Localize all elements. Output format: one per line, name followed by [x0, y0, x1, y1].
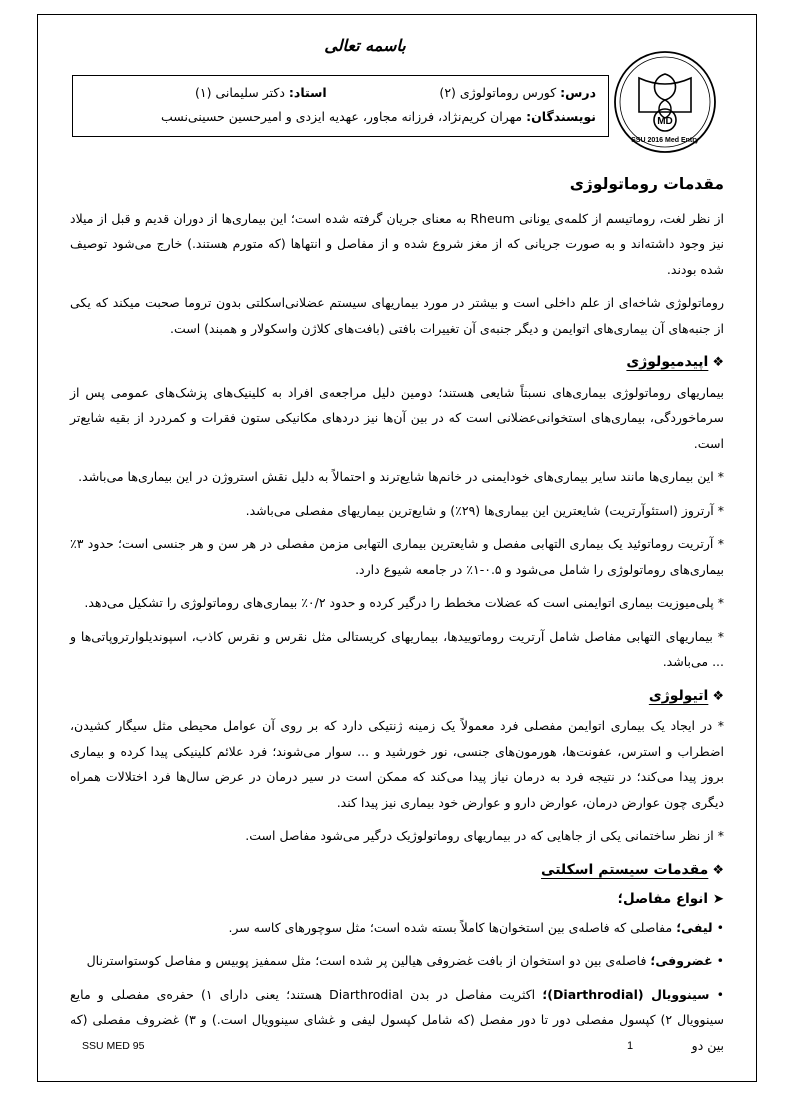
joint-type-text: فاصله‌ی بین دو استخوان از بافت غضروفی هیالین پر شده است؛ مثل سمفیز پوبیس و مفاصل کوستواسترنال — [86, 953, 651, 968]
course-info-box — [72, 75, 609, 137]
epidemiology-bullet: * آرتروز (استئوآرتریت) شایعترین این بیماری‌ها (۲۹٪) و شایع‌ترین بیماریهای مفصلی می‌باشد. — [245, 502, 724, 518]
course-field — [439, 81, 596, 105]
teacher-value: دکتر سلیمانی (۱) — [195, 85, 289, 100]
skeletal-title: مقدمات سیستم اسکلتی — [541, 861, 709, 878]
university-logo — [611, 48, 719, 180]
document-body — [70, 172, 724, 1066]
epidemiology-bullet: * آرتریت روماتوئید یک بیماری التهابی مفصل و شایعترین بیماری التهابی مزمن مفصلی در هر سن و هر جنسی است؛ حدود ۳٪ بیماری‌های روماتولوژی را شامل می‌شود و ۰.۵-۱٪ در جامعه شیوع دارد. — [70, 536, 724, 577]
joint-type-text: اکثریت مفاصل در بدن Diarthrodial هستند؛ یعنی دارای ۱) حفره‌ی مفصلی و مایع سینوویال ۲) کپسول مفصلی دور تا دور مفصل (که شامل کپسول لیفی و غشای سینوویال است.) و ۳) غضروف مفصلی (که بین دو — [70, 986, 725, 1053]
joint-types-title: انواع مفاصل؛ — [617, 891, 708, 907]
joint-type-item: • سینوویال (Diarthrodial)؛ اکثریت مفاصل در بدن Diarthrodial هستند؛ یعنی دارای ۱) حفره‌ی مفصلی و مایع سینوویال ۲) کپسول مفصلی دور تا دور مفصل (که شامل کپسول لیفی و غشای سینوویال است.) و ۳) غضروف مفصلی (که بین دو — [70, 986, 725, 1053]
course-row — [85, 81, 596, 105]
footer-label: SSU MED 95 — [82, 1040, 145, 1052]
course-value: کورس روماتولوژی (۲) — [439, 85, 561, 100]
authors-value: مهران کریم‌نژاد، فرزانه مجاور، عهدیه ایزدی و امیرحسین حسینی‌نسب — [161, 109, 527, 124]
course-label: درس: — [560, 85, 596, 100]
joint-type-text: مفاصلی که فاصله‌ی بین استخوان‌ها کاملاً بسته شده است؛ مثل سوچورهای کاسه سر. — [228, 919, 677, 935]
etiology-paragraph-1: * در ایجاد یک بیماری اتوایمن مفصلی فرد معمولاً یک زمینه ژنتیکی دارد که بر روی آن عوامل محیطی مثل سیگار کشیدن، اضطراب و استرس، عفونت‌ها، هورمون‌های جنسی، نور خورشید و ... سوار می‌شوند؛ فرد علائم کلینیکی پیدا کرده و بیماری بروز پیدا می‌کند؛ در نتیجه فرد به درمان نیاز پیدا می‌کند که ممکن است در سیر درمان در عرض سال‌ها فرد اختلالات همراه دیگری چون عوارض درمان، عوارض دارو و عوارض خود بیماری نیز پیدا کند. — [70, 718, 724, 810]
arrow-bullet-icon: ➤ — [712, 891, 724, 907]
skeletal-heading — [70, 857, 724, 884]
joint-type-term: سینوویال (Diarthrodial)؛ — [542, 986, 710, 1002]
diamond-bullet-icon: ❖ — [712, 688, 724, 704]
basmala: باسمه تعالی — [324, 36, 406, 55]
intro-title: مقدمات روماتولوژی — [569, 175, 724, 193]
authors-field — [161, 105, 596, 129]
epidemiology-bullet: * پلی‌میوزیت بیماری اتوایمنی است که عضلات مخطط را درگیر کرده و حدود ۰/۲٪ بیماری‌های روماتولوژی را تشکیل می‌دهد. — [84, 595, 724, 610]
svg-text:MD: MD — [657, 116, 673, 127]
svg-text:SSU 2016 Med Entry: SSU 2016 Med Entry — [631, 137, 699, 144]
authors-row — [85, 105, 596, 129]
epidemiology-bullet: * این بیماری‌ها مانند سایر بیماری‌های خودایمنی در خانم‌ها شایع‌ترند و احتمالاً به دلیل نقش استروژن در این بیماری‌ها می‌باشد. — [78, 469, 724, 484]
epidemiology-paragraph: بیماریهای روماتولوژی بیماری‌های نسبتاً شایعی هستند؛ دومین دلیل مراجعه‌ی افراد به کلینیک‌های پزشک‌های عمومی پس از سرماخوردگی، بیماری‌های استخوانی‌عضلانی است که در بین آن‌ها نیز دردهای مکانیکی ستون فقرات و کمردرد از بقیه شایع‌تر است. — [70, 384, 724, 451]
diamond-bullet-icon: ❖ — [712, 355, 724, 370]
joint-type-item: • لیفی؛ مفاصلی که فاصله‌ی بین استخوان‌ها کاملاً بسته شده است؛ مثل سوچورهای کاسه سر. — [228, 919, 724, 935]
joint-type-term: غضروفی؛ — [650, 953, 713, 968]
teacher-field — [195, 81, 327, 105]
teacher-label: استاد: — [288, 85, 327, 100]
joint-type-term: لیفی؛ — [676, 919, 713, 935]
epidemiology-title: اپیدمیولوژی — [626, 354, 709, 370]
joint-types-heading — [70, 887, 724, 913]
intro-paragraph-1: از نظر لغت، روماتیسم از کلمه‌ی یونانی Rheum به معنای جریان گرفته شده است؛ این بیماری‌ها از دوران قدیم و قبل از میلاد نیز وجود داشته‌اند و به صورت جریانی که از مغز شروع شده و از مفاصل و انتهاها (که متورم هستند.) خارج می‌شود توصیف شده بودند. — [70, 210, 724, 277]
etiology-title: اتیولوژی — [648, 687, 709, 704]
epidemiology-heading — [70, 349, 724, 376]
etiology-heading — [70, 683, 724, 710]
intro-paragraph-2: روماتولوژی شاخه‌ای از علم داخلی است و بیشتر در مورد بیماریهای سیستم عضلانی‌اسکلتی بدون تروما صحبت میکند که یکی از جنبه‌های آن بیماری‌های اتوایمن و دیگر جنبه‌ی آن تغییرات بافتی (بافت‌های کلاژن واسکولار و همبند) است. — [70, 295, 724, 336]
page-number: 1 — [627, 1040, 634, 1052]
etiology-paragraph-2: * از نظر ساختمانی یکی از جاهایی که در بیماریهای روماتولوژیک درگیر می‌شود مفاصل است. — [245, 828, 724, 843]
epidemiology-bullet: * بیماریهای التهابی مفاصل شامل آرتریت روماتوییدها، بیماریهای کریستالی مثل نقرس و نقرس کاذب، اسپوندیلوارتروپاتی‌ها و ... می‌باشد. — [70, 628, 724, 669]
joint-type-item: • غضروفی؛ فاصله‌ی بین دو استخوان از بافت غضروفی هیالین پر شده است؛ مثل سمفیز پوبیس و مفاصل کوستواسترنال — [86, 953, 724, 968]
diamond-bullet-icon: ❖ — [712, 862, 724, 878]
authors-label: نویسندگان: — [526, 109, 596, 124]
